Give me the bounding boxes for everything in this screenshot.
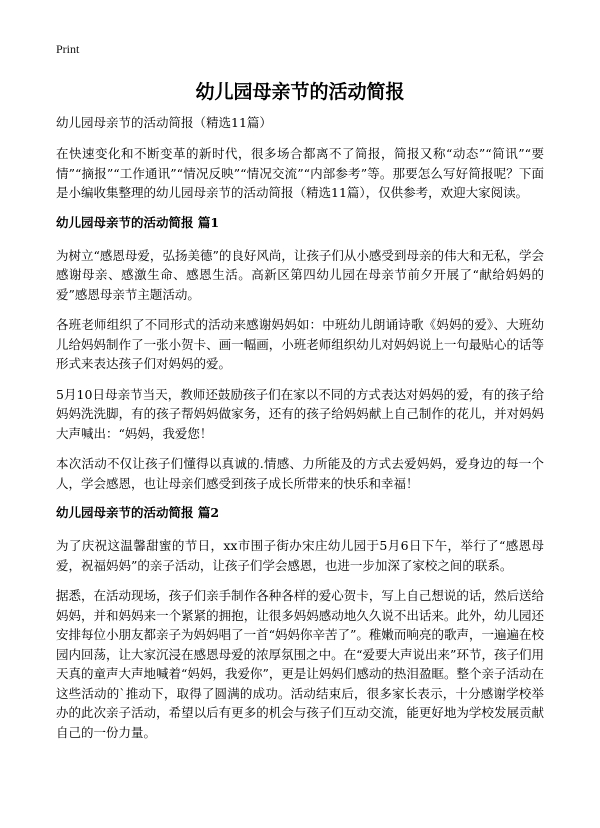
intro-paragraph: 在快速变化和不断变革的新时代，很多场合都离不了简报，简报又称“动态”“简讯”“要情”“摘报”“工作通讯”“情况反映”“情况交流”“内部参考”等。那要怎么写好简报呢？下面是小编收集整理的幼儿园母亲节的活动简报（精选11篇），仅供参考，欢迎大家阅读。 bbox=[56, 146, 544, 200]
section-2-paragraph-1: 为了庆祝这温馨甜蜜的节日，xx市围子街办宋庄幼儿园于5月6日下午，举行了“感恩母爱，祝福妈妈”的亲子活动，让孩子们学会感恩，也进一步加深了家校之间的联系。 bbox=[56, 538, 544, 573]
section-heading-2: 幼儿园母亲节的活动简报 篇2 bbox=[56, 505, 220, 520]
section-1-paragraph-1: 为树立“感恩母爱，弘扬美德”的良好风尚，让孩子们从小感受到母亲的伟大和无私，学会感谢母亲、感激生命、感恩生活。高新区第四幼儿园在母亲节前夕开展了“献给妈妈的爱”感恩母亲节主题活动。 bbox=[56, 247, 544, 302]
section-1-paragraph-4: 本次活动不仅让孩子们懂得以真诚的.情感、力所能及的方式去爱妈妈，爱身边的每一个人，学会感恩，也让母亲们感受到孩子成长所带来的快乐和幸福！ bbox=[56, 456, 544, 491]
print-label[interactable]: Print bbox=[56, 42, 80, 56]
document-subtitle: 幼儿园母亲节的活动简报（精选11篇） bbox=[56, 115, 272, 130]
section-heading-1: 幼儿园母亲节的活动简报 篇1 bbox=[56, 214, 220, 230]
section-2-paragraph-2: 据悉，在活动现场，孩子们亲手制作各种各样的爱心贺卡，写上自己想说的话，然后送给妈妈，并和妈妈来一个紧紧的拥抱，让很多妈妈感动地久久说不出话来。此外，幼儿园还安排每位小朋友都亲子为妈妈唱了一首“妈妈你辛苦了”。稚嫩而响亮的歌声，一遍遍在校园内回荡，让大家沉浸在感恩母爱的浓厚氛围之中。在“爱要大声说出来”环节，孩子们用天真的童声大声地喊着“妈妈，我爱你”，更是让妈妈们感动的热泪盈眶。整个亲子活动在这些活动的`推动下，取得了圆满的成功。活动结束后，很多家长表示，十分感谢学校举办的此次亲子活动，希望以后有更多的机会与孩子们互动交流，能更好地为学校发展贡献自己的一份力量。 bbox=[56, 588, 544, 740]
document-title: 幼儿园母亲节的活动简报 bbox=[195, 81, 405, 103]
section-1-paragraph-2: 各班老师组织了不同形式的活动来感谢妈妈如：中班幼儿朗诵诗歌《妈妈的爱》、大班幼儿给妈妈制作了一张小贺卡、画一幅画，小班老师组织幼儿对妈妈说上一句最贴心的话等形式来表达孩子们对妈妈的爱。 bbox=[56, 317, 544, 371]
section-1-paragraph-3: 5月10日母亲节当天，教师还鼓励孩子们在家以不同的方式表达对妈妈的爱，有的孩子给妈妈洗洗脚，有的孩子帮妈妈做家务，还有的孩子给妈妈献上自己制作的花儿，并对妈妈大声喊出：“妈妈，我爱您！ bbox=[56, 386, 544, 441]
